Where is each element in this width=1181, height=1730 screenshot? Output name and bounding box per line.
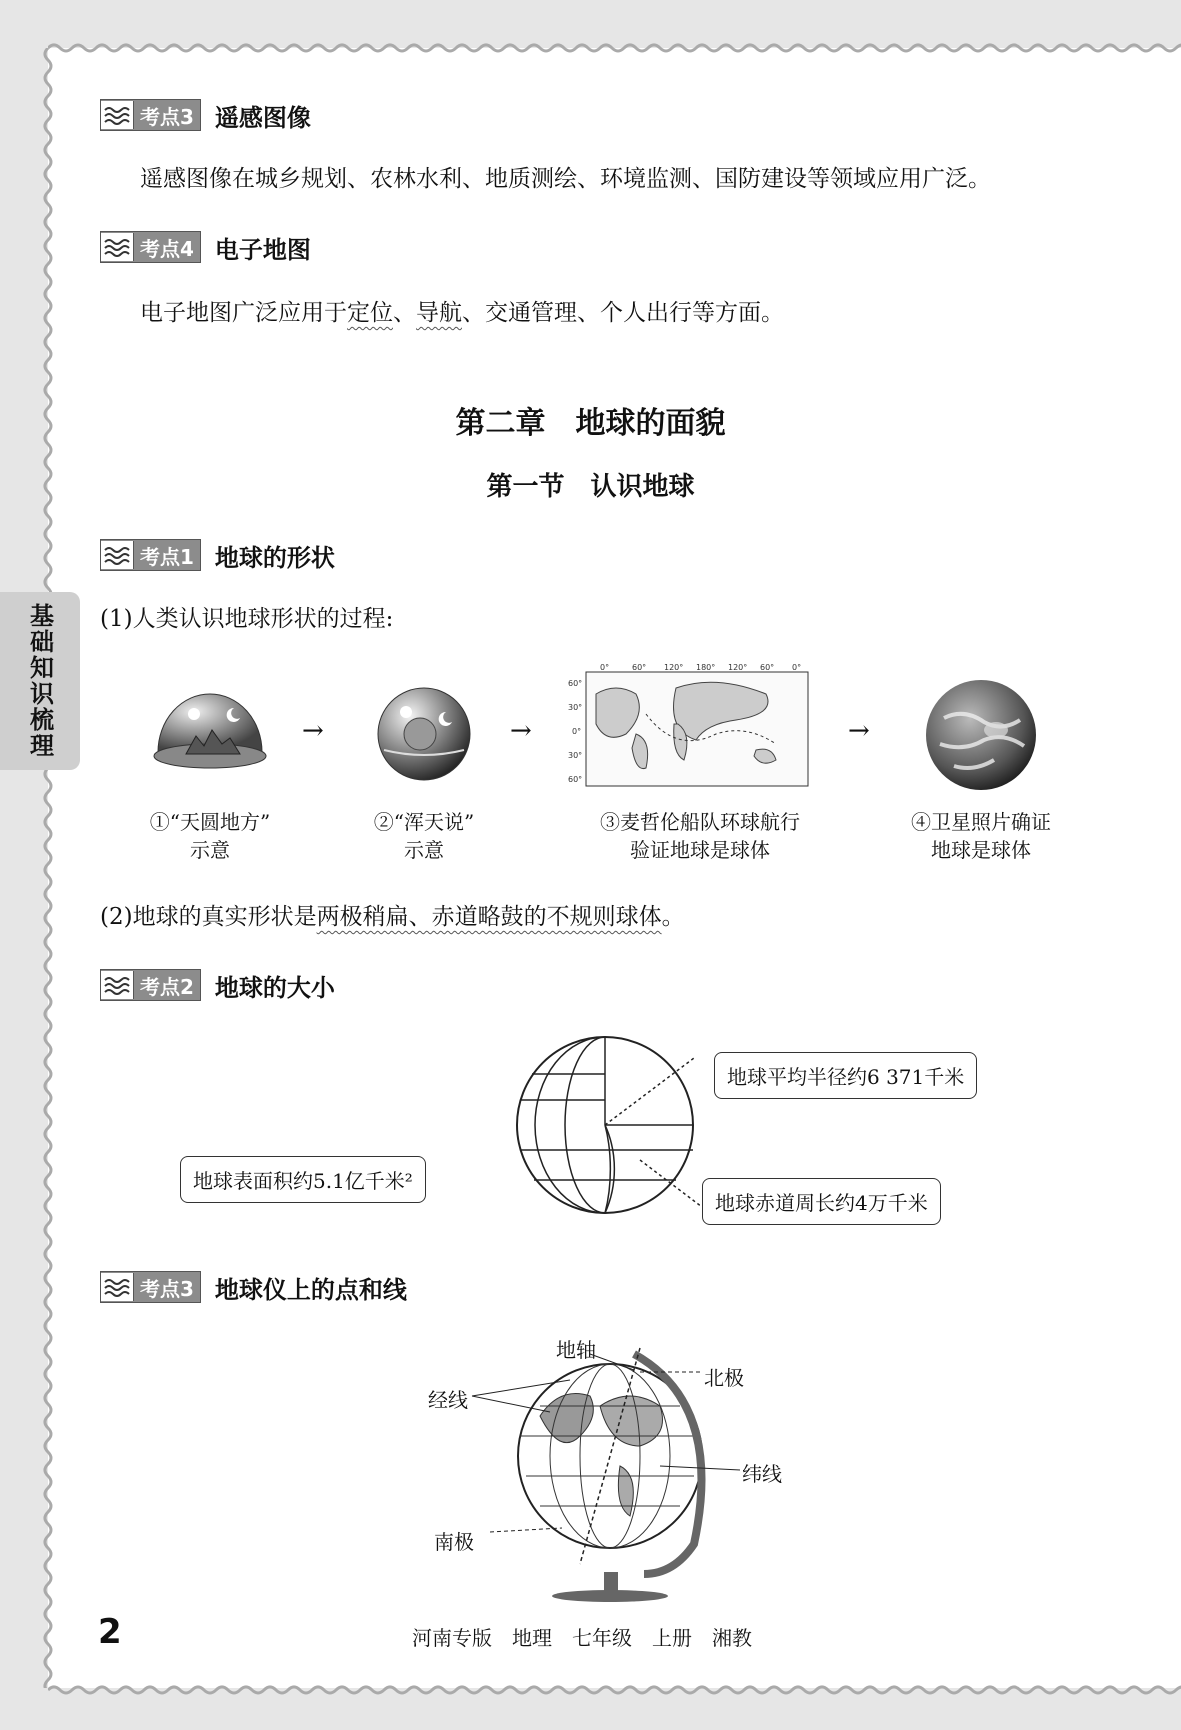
step-caption-3: ③麦哲伦船队环球航行 验证地球是球体 (600, 810, 800, 862)
kaodian-badge (100, 969, 201, 1001)
badge-label: 考点4 (140, 236, 194, 261)
wave-icon (101, 1273, 134, 1301)
tianyuan-difang-illustration (150, 682, 270, 782)
map-tick-top: 180° (696, 664, 716, 672)
map-tick-top: 120° (728, 664, 748, 672)
flow-arrow: → (848, 716, 870, 746)
heading-earth-size (100, 968, 335, 1002)
side-tab (0, 592, 80, 770)
heading-globe-points-lines (100, 1270, 407, 1304)
heading-remote-sensing (100, 98, 311, 132)
flow-arrow: → (510, 716, 532, 746)
label-south-pole: 南极 (434, 1530, 474, 1554)
earth-shape-sub2: (2)地球的真实形状是两极稍扁、赤道略鼓的不规则球体。 (100, 904, 685, 930)
flow-arrow: → (302, 716, 324, 746)
map-tick-left: 0° (572, 727, 582, 736)
heading-electronic-map (100, 230, 311, 264)
left-wave-border (40, 48, 56, 1688)
bottom-wave-border (48, 1682, 1181, 1698)
badge-label: 考点2 (140, 974, 194, 999)
earth-grid-diagram (510, 1030, 700, 1220)
section-title: 第一节 认识地球 (486, 472, 695, 502)
electronic-map-text: 电子地图广泛应用于定位、导航、交通管理、个人出行等方面。 (140, 300, 784, 326)
map-tick-top: 60° (760, 664, 775, 672)
top-wave-border (48, 40, 1181, 56)
magellan-route-map (566, 664, 832, 800)
badge-label: 考点3 (140, 1276, 194, 1301)
heading-title: 电子地图 (214, 235, 311, 264)
step-caption-1: ①“天圆地方” 示意 (149, 810, 271, 862)
remote-sensing-text: 遥感图像在城乡规划、农林水利、地质测绘、环境监测、国防建设等领域应用广泛。 (140, 166, 991, 192)
area-callout: 地球表面积约5.1亿千米² (180, 1156, 426, 1203)
earth-shape-sub1: (1)人类认识地球形状的过程: (100, 606, 394, 632)
map-tick-top: 120° (664, 664, 684, 672)
side-tab-label: 基础知识梳理 (25, 603, 54, 759)
kaodian-badge (100, 231, 201, 263)
wave-icon (101, 233, 134, 261)
label-meridian: 经线 (428, 1388, 468, 1412)
kaodian-badge (100, 99, 201, 131)
chapter-title: 第二章 地球的面貌 (455, 406, 726, 441)
heading-earth-shape (100, 538, 335, 572)
kaodian-badge (100, 1271, 201, 1303)
heading-title: 地球的形状 (214, 543, 335, 572)
badge-label: 考点1 (140, 544, 194, 569)
label-parallel: 纬线 (742, 1462, 782, 1486)
map-tick-left: 30° (568, 703, 583, 712)
map-tick-top: 0° (792, 664, 802, 672)
step-caption-4: ④卫星照片确证 地球是球体 (911, 810, 1051, 862)
footer-edition: 河南专版 地理 七年级 上册 湘教 (412, 1626, 752, 1650)
map-tick-top: 0° (600, 664, 610, 672)
kaodian-badge (100, 539, 201, 571)
label-earth-axis: 地轴 (556, 1338, 596, 1362)
highlight-true-shape: 两极稍扁、赤道略鼓的不规则球体 (316, 904, 662, 930)
label-north-pole: 北极 (704, 1366, 744, 1390)
wave-icon (101, 541, 134, 569)
heading-title: 地球的大小 (214, 973, 335, 1002)
heading-title: 遥感图像 (214, 103, 311, 132)
huntian-illustration (374, 684, 474, 784)
badge-label: 考点3 (140, 104, 194, 129)
map-tick-left: 30° (568, 751, 583, 760)
wave-icon (101, 101, 134, 129)
map-tick-left: 60° (568, 775, 583, 784)
wave-icon (101, 971, 134, 999)
step-caption-2: ②“浑天说” 示意 (373, 810, 475, 862)
satellite-earth-photo (924, 678, 1038, 792)
heading-title: 地球仪上的点和线 (214, 1275, 407, 1304)
highlight-navigation: 导航 (416, 300, 462, 326)
highlight-positioning: 定位 (347, 300, 393, 326)
circumference-callout: 地球赤道周长约4万千米 (702, 1178, 941, 1225)
map-tick-left: 60° (568, 679, 583, 688)
globe-label-leaders (470, 1340, 770, 1550)
map-tick-top: 60° (632, 664, 647, 672)
radius-callout: 地球平均半径约6 371千米 (714, 1052, 977, 1099)
page-number: 2 (98, 1612, 122, 1652)
